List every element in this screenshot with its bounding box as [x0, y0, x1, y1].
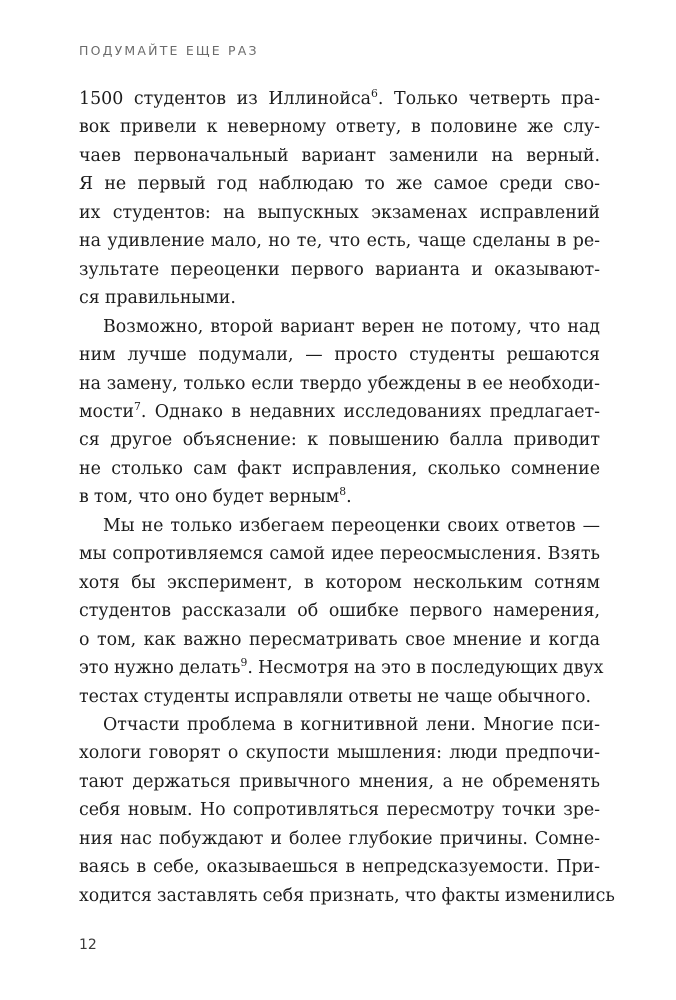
text-run: Возможно, второй вариант верен не потому, что над	[103, 316, 600, 337]
text-run: Я не первый год наблюдаю то же самое среди сво-	[79, 174, 600, 195]
text-line	[79, 170, 600, 198]
text-run: в том, что оно будет верным	[79, 487, 340, 508]
text-line	[79, 256, 600, 284]
footnote-ref: 9	[240, 656, 248, 670]
text-run: Отчасти проблема в когнитивной лени. Многие пси-	[103, 714, 600, 735]
text-run: это нужно делать	[79, 658, 241, 679]
text-run: ся правильными.	[79, 288, 236, 309]
text-run: тают держаться привычного мнения, а не обременять	[79, 771, 600, 792]
text-run: вок привели к неверному ответу, в половине же слу-	[79, 117, 600, 138]
text-run: ходится заставлять себя признать, что факты изменились	[79, 885, 615, 906]
text-run: мости	[79, 401, 134, 422]
text-line	[79, 853, 600, 881]
text-run: о том, как важно пересматривать свое мнение и когда	[79, 629, 600, 650]
text-line	[79, 313, 600, 341]
text-run: на удивление мало, но те, что есть, чаще сделаны в ре-	[79, 231, 600, 252]
text-run: хологи говорят о скупости мышления: люди предпочи-	[79, 743, 600, 764]
text-run: ния нас побуждают и более глубокие причины. Сомне-	[79, 828, 600, 849]
paragraph	[79, 711, 615, 910]
text-line	[79, 825, 600, 853]
text-line	[79, 199, 600, 227]
text-line	[79, 341, 600, 369]
text-line	[79, 768, 600, 796]
text-run: студентов рассказали об ошибке первого намерения,	[79, 601, 600, 622]
footnote-ref: 8	[339, 485, 347, 499]
text-run: хотя бы эксперимент, в котором нескольким сотням	[79, 572, 600, 593]
text-run: на замену, только если твердо убеждены в ее необходи-	[79, 373, 600, 394]
text-run: не столько сам факт исправления, сколько сомнение	[79, 458, 600, 479]
text-line	[79, 227, 600, 255]
footnote-ref: 7	[133, 399, 141, 413]
text-line	[79, 426, 600, 454]
text-line	[79, 398, 600, 426]
text-line	[79, 796, 600, 824]
text-run: ся другое объяснение: к повышению балла приводит	[79, 430, 600, 451]
text-run: чаев первоначальный вариант заменили на верный.	[79, 145, 600, 166]
page-number: 12	[79, 937, 97, 953]
text-run: мы сопротивляемся самой идее переосмысления. Взять	[79, 544, 600, 565]
text-run: . Однако в недавних исследованиях предлагает-	[140, 401, 600, 422]
text-line	[79, 711, 600, 739]
text-line	[79, 569, 600, 597]
paragraph	[79, 85, 600, 313]
text-run: их студентов: на выпускных экзаменах исправлений	[79, 202, 600, 223]
text-line	[79, 654, 604, 682]
text-line	[79, 455, 600, 483]
running-head: ПОДУМАЙТЕ ЕЩЕ РАЗ	[79, 43, 259, 58]
text-line	[79, 626, 600, 654]
text-line	[79, 882, 615, 910]
text-line	[79, 142, 600, 170]
text-run: Мы не только избегаем переоценки своих ответов —	[103, 515, 600, 536]
text-run: зультате переоценки первого варианта и оказывают-	[79, 259, 600, 280]
paragraph	[79, 313, 600, 512]
text-line	[79, 512, 600, 540]
text-line	[79, 683, 600, 711]
text-run: . Только четверть пра-	[377, 89, 600, 109]
text-run: 1500 студентов из Иллинойса	[79, 89, 371, 109]
text-line	[79, 85, 600, 113]
text-run: ним лучше подумали, — просто студенты решаются	[79, 345, 600, 366]
text-line	[79, 370, 600, 398]
paragraph	[79, 512, 604, 711]
text-line	[79, 113, 600, 141]
body-text	[79, 85, 615, 910]
text-run: тестах студенты исправляли ответы не чаще обычного.	[79, 686, 592, 707]
text-line	[79, 284, 600, 312]
footnote-ref: 6	[371, 87, 378, 100]
text-line	[79, 739, 600, 767]
text-line	[79, 540, 600, 568]
text-line	[79, 597, 600, 625]
text-run: .	[346, 487, 352, 508]
text-run: ваясь в себе, оказываешься в непредсказуемости. При-	[79, 857, 600, 878]
text-line	[79, 483, 600, 511]
text-run: себя новым. Но сопротивляться пересмотру точки зре-	[79, 800, 600, 821]
text-run: . Несмотря на это в последующих двух	[247, 658, 604, 679]
